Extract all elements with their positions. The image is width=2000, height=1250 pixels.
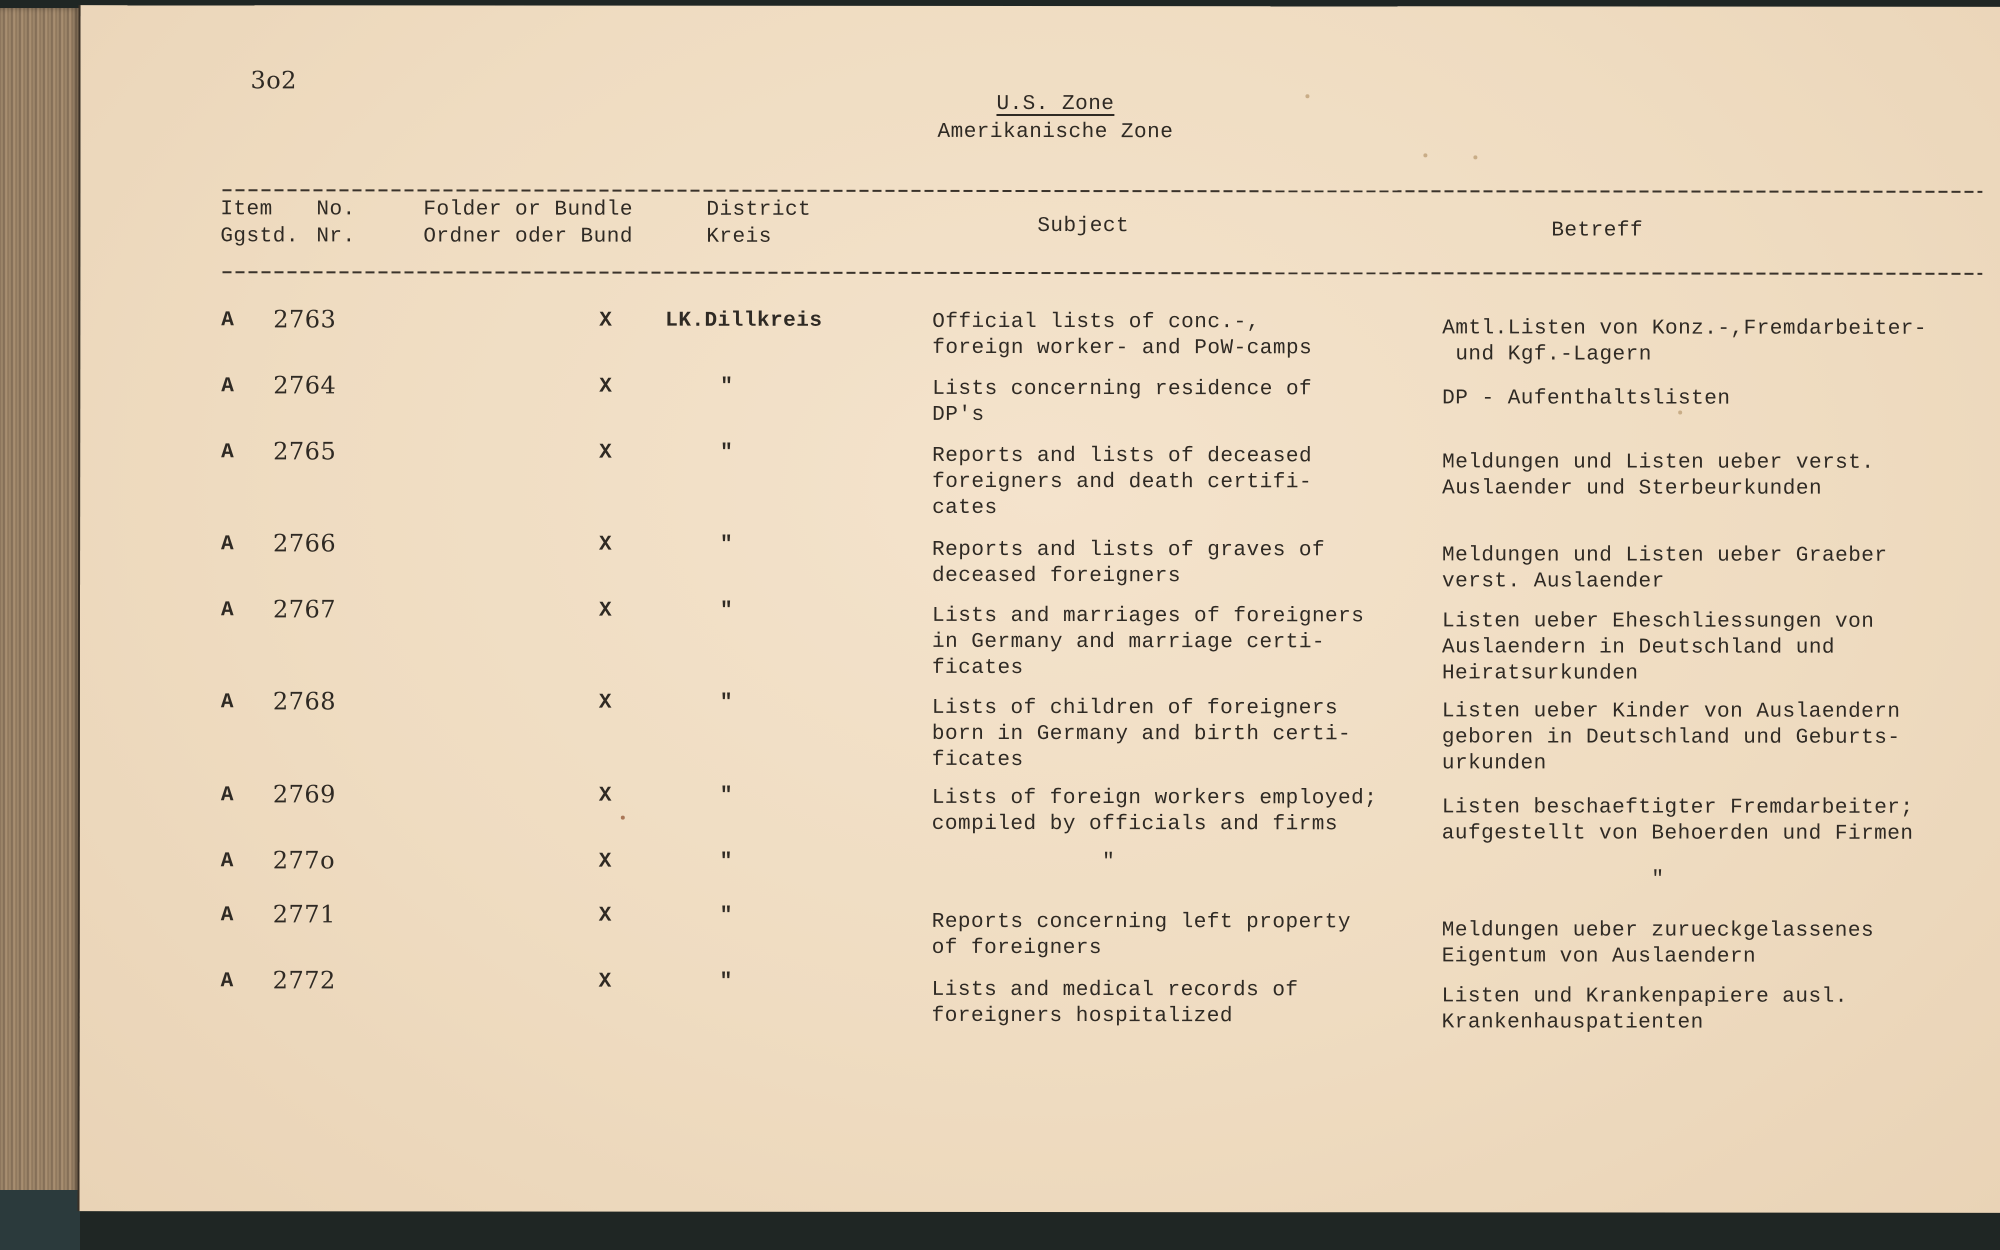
row-number: 2765 [273, 437, 337, 466]
row-subject-line: Lists of children of foreigners [931, 696, 1339, 721]
row-folder-mark: X [598, 599, 613, 623]
row-district: " [719, 970, 733, 994]
row-number: 2772 [272, 966, 336, 995]
table-row [81, 5, 2000, 7]
row-item: A [220, 850, 234, 874]
row-subject-line: Reports and lists of graves of [932, 538, 1326, 563]
row-subject-line: cates [932, 496, 998, 520]
row-betreff-line: Auslaendern in Deutschland und [1441, 636, 1836, 660]
col-header-no-en: No. [316, 198, 356, 222]
row-number: 2763 [273, 305, 337, 334]
header-bottom-rule [222, 271, 1982, 275]
row-subject-line: Lists concerning residence of [932, 377, 1313, 402]
row-item: A [220, 599, 235, 623]
row-item: A [220, 691, 235, 715]
col-header-item-en: Item [220, 198, 273, 222]
row-district: " [719, 904, 733, 928]
row-item: A [221, 375, 235, 399]
row-betreff-line: geboren in Deutschland und Geburts- [1441, 726, 1901, 750]
row-subject-line: Official lists of conc.-, [932, 310, 1260, 335]
row-betreff-line: aufgestellt von Behoerden und Firmen [1441, 822, 1914, 846]
row-folder-mark: X [598, 970, 612, 994]
row-betreff-line: Listen ueber Eheschliessungen von [1441, 610, 1875, 634]
row-folder-mark: X [599, 375, 613, 399]
row-number: 2769 [272, 780, 336, 809]
row-betreff-line: Listen ueber Kinder von Auslaendern [1441, 700, 1901, 724]
row-betreff-line: Amtl.Listen von Konz.-,Fremdarbeiter- [1442, 317, 1928, 341]
row-subject-line: Lists and medical records of [931, 978, 1299, 1003]
paper-speck [621, 816, 625, 820]
row-folder-mark: X [599, 441, 613, 465]
table-row [81, 5, 2000, 7]
row-subject-line: of foreigners [931, 936, 1103, 961]
row-betreff-line: urkunden [1441, 752, 1547, 776]
row-district: " [720, 441, 734, 465]
col-header-subject: Subject [1037, 214, 1130, 239]
row-district: " [719, 784, 733, 808]
row-subject-line: Lists of foreign workers employed; [931, 786, 1378, 811]
table-row [81, 5, 2000, 7]
row-folder-mark: X [599, 309, 613, 333]
row-item: A [220, 904, 234, 928]
row-number: 2768 [272, 687, 337, 716]
table-row [81, 5, 2000, 7]
row-folder-mark: X [598, 904, 612, 928]
row-betreff-line: Eigentum von Auslaendern [1441, 945, 1757, 969]
row-betreff-line: Heiratsurkunden [1441, 662, 1639, 686]
col-header-no-de: Nr. [316, 225, 356, 249]
col-header-folder-de: Ordner oder Bund [423, 225, 633, 249]
row-number: 2771 [272, 900, 336, 929]
row-betreff-line: Meldungen und Listen ueber verst. [1442, 451, 1875, 475]
row-folder-mark: X [598, 691, 613, 715]
page-title: U.S. Zone [996, 92, 1115, 117]
table-row [81, 5, 2000, 7]
header-top-rule [222, 189, 1982, 193]
col-header-betreff: Betreff [1551, 219, 1644, 243]
row-district: " [719, 850, 733, 874]
paper-speck [1473, 155, 1477, 159]
page-subtitle: Amerikanische Zone [937, 120, 1174, 145]
table-row [81, 5, 2000, 7]
row-betreff-line: Meldungen und Listen ueber Graeber [1442, 544, 1888, 568]
col-header-district-en: District [706, 198, 812, 222]
row-subject-line: compiled by officials and firms [931, 812, 1338, 837]
row-subject-line: born in Germany and birth certi- [931, 722, 1352, 747]
table-row [81, 5, 2000, 7]
row-betreff-line: Listen beschaeftigter Fremdarbeiter; [1441, 796, 1914, 820]
row-betreff-line: und Kgf.-Lagern [1442, 343, 1652, 367]
paper-speck [1305, 94, 1309, 98]
row-number: 2766 [273, 529, 337, 558]
row-subject-line: foreigners and death certifi- [932, 470, 1313, 495]
row-number: 2767 [272, 595, 337, 624]
row-number: 277o [272, 846, 336, 875]
row-subject-line: ficates [931, 656, 1024, 680]
row-subject-line: " [931, 850, 1116, 875]
row-betreff-line: Listen und Krankenpapiere ausl. [1441, 985, 1848, 1009]
row-subject-line: Reports and lists of deceased [932, 444, 1313, 469]
row-number: 2764 [273, 371, 337, 400]
row-district: " [719, 691, 734, 715]
col-header-district-de: Kreis [706, 225, 772, 249]
row-subject-line: in Germany and marriage certi- [931, 630, 1326, 655]
table-row [81, 5, 2000, 7]
record-table [81, 5, 2000, 7]
row-subject-line: foreigners hospitalized [931, 1004, 1234, 1029]
row-folder-mark: X [598, 784, 612, 808]
col-header-folder-en: Folder or Bundle [423, 198, 633, 222]
row-district: LK.Dillkreis [665, 309, 823, 333]
book-page-edges [0, 8, 80, 1208]
row-subject-line: ficates [931, 748, 1024, 772]
row-betreff-line: " [1441, 868, 1665, 892]
book-cover-edge [0, 1190, 80, 1250]
document-page [77, 5, 2000, 1213]
row-subject-line: foreign worker- and PoW-camps [932, 336, 1313, 361]
table-row [81, 5, 2000, 7]
col-header-item-de: Ggstd. [220, 225, 299, 249]
table-row [81, 5, 2000, 7]
row-item: A [220, 970, 234, 994]
row-item: A [221, 441, 235, 465]
row-betreff-line: Krankenhauspatienten [1441, 1011, 1704, 1035]
row-district: " [720, 375, 734, 399]
row-item: A [221, 533, 235, 557]
row-item: A [220, 784, 234, 808]
paper-speck [1423, 153, 1427, 157]
row-item: A [221, 309, 235, 333]
row-betreff-line: DP - Aufenthaltslisten [1442, 387, 1731, 411]
row-folder-mark: X [599, 533, 613, 557]
row-district: " [719, 599, 734, 623]
row-folder-mark: X [598, 850, 612, 874]
row-subject-line: deceased foreigners [932, 564, 1181, 589]
row-betreff-line: Auslaender und Sterbeurkunden [1442, 477, 1823, 501]
row-subject-line: DP's [932, 403, 985, 427]
page-number: 3o2 [250, 66, 297, 95]
row-betreff-line: verst. Auslaender [1442, 570, 1665, 594]
row-betreff-line: Meldungen ueber zurueckgelassenes [1441, 919, 1875, 943]
row-subject-line: Reports concerning left property [931, 910, 1352, 935]
row-district: " [720, 533, 734, 557]
row-subject-line: Lists and marriages of foreigners [931, 604, 1365, 629]
